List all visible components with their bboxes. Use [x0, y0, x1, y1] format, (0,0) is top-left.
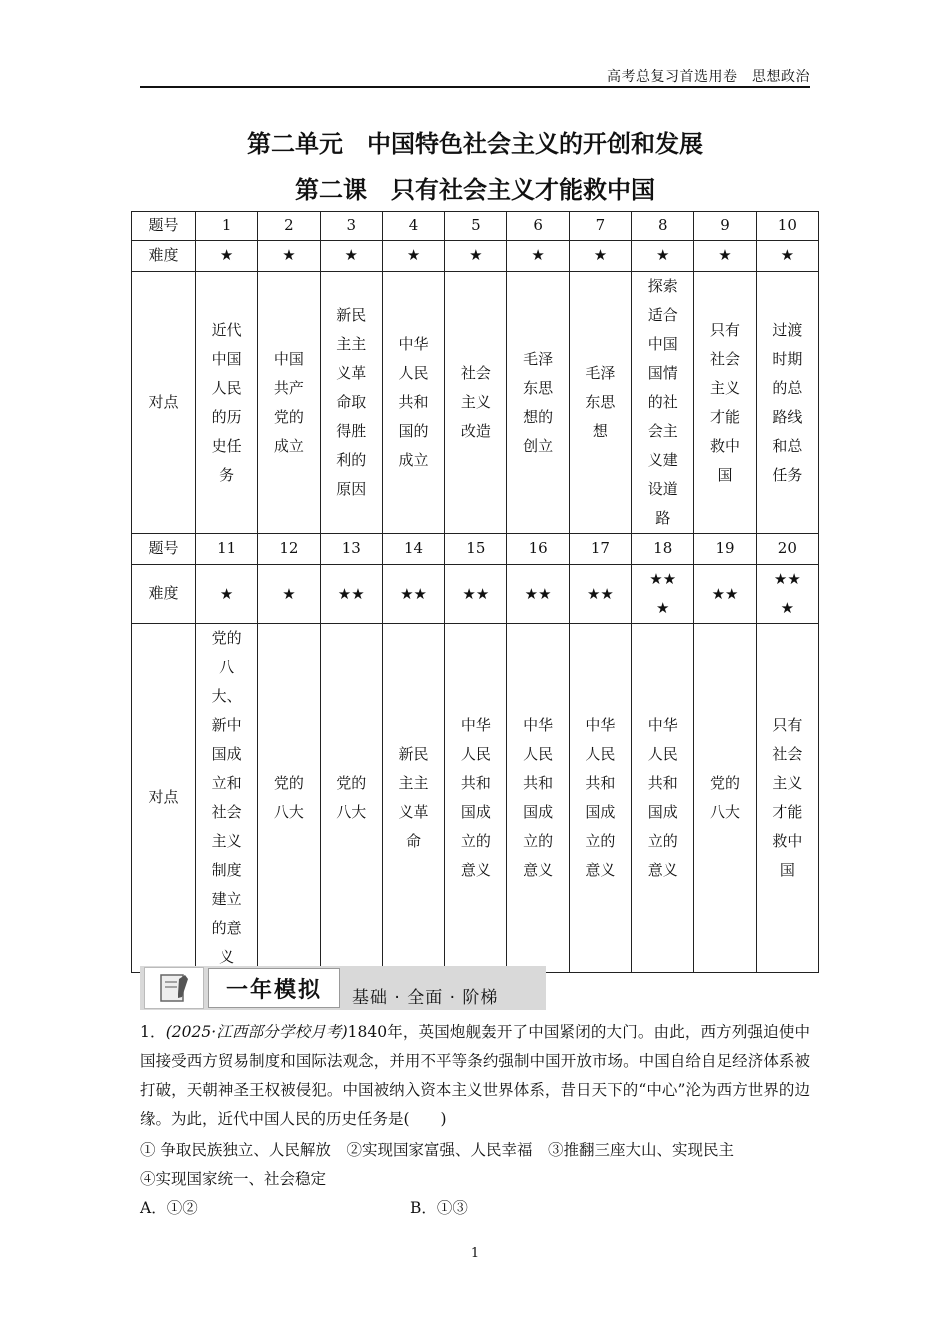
stars-text: ★★★ — [773, 570, 801, 617]
label-question-number: 题号 — [132, 534, 196, 565]
statement-line-1 — [140, 1136, 820, 1165]
running-header: 高考总复习首选用卷 思想政治 — [607, 69, 810, 85]
difficulty-stars — [196, 565, 258, 624]
topic-cell — [569, 624, 631, 973]
topic-cell — [507, 624, 569, 973]
question-1 — [140, 1018, 810, 1134]
topic-cell — [258, 624, 320, 973]
banner-title: 一年模拟 — [208, 968, 340, 1008]
difficulty-stars: ★ — [507, 241, 569, 272]
question-number-cell: 9 — [694, 212, 756, 241]
difficulty-stars: ★ — [196, 241, 258, 272]
topic-cell — [320, 624, 382, 973]
topic-text: 新民主主义革命取得胜利的原因 — [336, 306, 367, 498]
topic-text: 党的八大 — [710, 774, 741, 821]
topic-cell — [507, 272, 569, 534]
label-question-number: 题号 — [132, 212, 196, 241]
statement-options — [140, 1136, 820, 1194]
topic-text: 近代中国人民的历史任务 — [211, 320, 242, 484]
topic-text: 中华人民共和国成立的意义 — [647, 716, 678, 879]
question-number: 1． — [140, 1023, 166, 1041]
question-source: (2025·江西部分学校月考) — [165, 1023, 348, 1041]
header-divider — [140, 86, 810, 88]
difficulty-table — [131, 211, 819, 973]
label-difficulty: 难度 — [132, 241, 196, 272]
difficulty-stars — [694, 565, 756, 624]
question-number-cell: 11 — [196, 534, 258, 565]
table-row-numbers-1 — [132, 212, 819, 241]
topic-cell — [569, 272, 631, 534]
statement-2: ②实现国家富强、人民幸福 — [346, 1141, 533, 1159]
question-number-cell: 15 — [445, 534, 507, 565]
topic-text: 党的八大 — [336, 774, 367, 821]
topic-text: 只有社会主义才能救中国 — [710, 320, 741, 484]
topic-text: 中华人民共和国的成立 — [398, 335, 429, 469]
topic-text: 党的八大 — [273, 774, 304, 821]
choice-a[interactable]: A．①② — [140, 1199, 198, 1217]
topic-cell — [632, 624, 694, 973]
topic-text: 只有社会主义才能救中国 — [772, 716, 803, 879]
question-text: 1840年，英国炮舰轰开了中国紧闭的大门。由此，西方列强迫使中国接受西方贸易制度和国际法观念，并用不平等条约强制中国开放市场。中国自给自足经济体系被打破，天朝神圣王权被侵犯。中国被纳入资本主义世界体系，昔日天下的“中心”沦为西方世界的边缘。为此，近代中国人民的历史任务是( ) — [140, 1023, 810, 1128]
question-number-cell: 1 — [196, 212, 258, 241]
question-number-cell: 10 — [756, 212, 818, 241]
statement-4: ④实现国家统一、社会稳定 — [140, 1170, 327, 1188]
topic-text: 毛泽东思想 — [585, 364, 616, 440]
difficulty-stars: ★ — [632, 241, 694, 272]
difficulty-stars: ★ — [694, 241, 756, 272]
question-number-cell: 13 — [320, 534, 382, 565]
question-number-cell: 12 — [258, 534, 320, 565]
topic-text: 社会主义改造 — [460, 364, 491, 440]
difficulty-stars — [320, 565, 382, 624]
topic-cell — [694, 624, 756, 973]
topic-cell — [196, 272, 258, 534]
question-number-cell: 20 — [756, 534, 818, 565]
statement-1: ① 争取民族独立、人民解放 — [140, 1141, 331, 1159]
question-number-cell: 16 — [507, 534, 569, 565]
topic-cell — [756, 624, 818, 973]
topic-cell — [258, 272, 320, 534]
banner-subtitle: 基础 · 全面 · 阶梯 — [352, 988, 499, 1008]
stars-text: ★★ — [586, 584, 614, 603]
table-row-difficulty-1 — [132, 241, 819, 272]
stars-text: ★ — [282, 584, 296, 603]
difficulty-stars: ★ — [569, 241, 631, 272]
question-number-cell: 8 — [632, 212, 694, 241]
topic-text: 探索适合中国国情的社会主义建设道路 — [647, 277, 678, 527]
topic-text: 中华人民共和国成立的意义 — [585, 716, 616, 879]
topic-cell — [445, 272, 507, 534]
topic-cell — [382, 272, 444, 534]
label-topic: 对点 — [132, 272, 196, 534]
topic-cell — [196, 624, 258, 973]
question-number-cell: 7 — [569, 212, 631, 241]
question-number-cell: 17 — [569, 534, 631, 565]
difficulty-stars: ★ — [320, 241, 382, 272]
question-number-cell: 18 — [632, 534, 694, 565]
topic-cell — [320, 272, 382, 534]
difficulty-stars — [569, 565, 631, 624]
topic-cell — [382, 624, 444, 973]
topic-cell — [756, 272, 818, 534]
table-row-topics-2 — [132, 624, 819, 973]
statement-line-2 — [140, 1165, 820, 1194]
topic-text: 毛泽东思想的创立 — [523, 349, 554, 455]
answer-choices — [140, 1194, 810, 1223]
stars-text: ★★ — [400, 584, 427, 603]
stars-text: ★★ — [524, 584, 552, 603]
difficulty-stars — [258, 565, 320, 624]
difficulty-stars: ★ — [382, 241, 444, 272]
difficulty-stars — [632, 565, 694, 624]
topic-text: 过渡时期的总路线和总任务 — [772, 320, 803, 484]
topic-text: 中华人民共和国成立的意义 — [523, 716, 554, 879]
difficulty-stars: ★ — [258, 241, 320, 272]
stars-text: ★★ — [711, 584, 739, 603]
label-difficulty: 难度 — [132, 565, 196, 624]
topic-text: 中国共产党的成立 — [273, 349, 304, 455]
question-number-cell: 14 — [382, 534, 444, 565]
topic-text: 新民主主义革命 — [398, 745, 429, 850]
page-number: 1 — [470, 1246, 480, 1261]
difficulty-stars — [382, 565, 444, 624]
stars-text: ★★ — [337, 584, 365, 603]
unit-title: 第二单元 中国特色社会主义的开创和发展 — [247, 130, 703, 158]
topic-cell — [445, 624, 507, 973]
choice-b[interactable]: B．①③ — [410, 1199, 468, 1217]
pencil-icon — [144, 967, 204, 1009]
question-number-cell: 3 — [320, 212, 382, 241]
stars-text: ★★ — [462, 584, 490, 603]
table-row-numbers-2 — [132, 534, 819, 565]
pencil-icon-svg — [157, 971, 191, 1005]
topic-text: 中华人民共和国成立的意义 — [460, 716, 491, 879]
topic-cell — [632, 272, 694, 534]
table-row-difficulty-2 — [132, 565, 819, 624]
statement-3: ③推翻三座大山、实现民主 — [547, 1141, 734, 1159]
topic-text: 党的八大、新中国成立和社会主义制度建立的意义 — [211, 629, 242, 966]
difficulty-stars — [756, 565, 818, 624]
stars-text: ★ — [219, 584, 234, 603]
difficulty-stars — [507, 565, 569, 624]
section-banner — [140, 966, 546, 1010]
table-row-topics-1 — [132, 272, 819, 534]
question-number-cell: 4 — [382, 212, 444, 241]
stars-text: ★★★ — [649, 570, 677, 617]
difficulty-stars: ★ — [445, 241, 507, 272]
difficulty-stars: ★ — [756, 241, 818, 272]
question-number-cell: 19 — [694, 534, 756, 565]
difficulty-stars — [445, 565, 507, 624]
label-topic: 对点 — [132, 624, 196, 973]
topic-cell — [694, 272, 756, 534]
question-number-cell: 5 — [445, 212, 507, 241]
lesson-title: 第二课 只有社会主义才能救中国 — [295, 176, 655, 204]
question-number-cell: 6 — [507, 212, 569, 241]
question-number-cell: 2 — [258, 212, 320, 241]
